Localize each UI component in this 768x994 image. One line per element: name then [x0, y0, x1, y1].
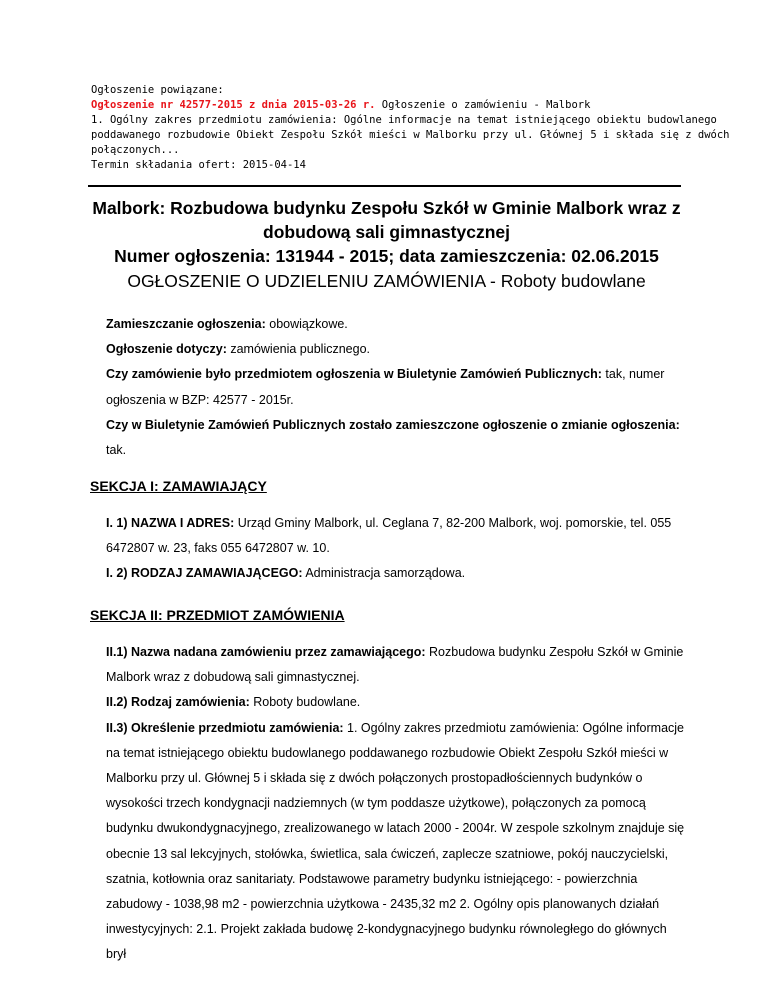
related-notice [91, 83, 730, 173]
field-label: I. 2) RODZAJ ZAMAWIAJĄCEGO: [106, 566, 303, 581]
notice-title-line: Malbork: Rozbudowa budynku Zespołu Szkół w Gminie Malbork wraz z [92, 198, 681, 218]
section-heading: SEKCJA I: ZAMAWIAJĄCY [90, 478, 267, 494]
notice-number: Numer ogłoszenia: 131944 - 2015; data zamieszczenia: 02.06.2015 [114, 246, 659, 266]
field-value: Roboty budowlane. [249, 695, 361, 710]
related-notice-link[interactable]: Ogłoszenie nr 42577-2015 z dnia 2015-03-26 r. [91, 99, 376, 111]
field-label: I. 1) NAZWA I ADRES: [106, 516, 235, 530]
field-bzp [106, 362, 686, 412]
section-heading: SEKCJA II: PRZEDMIOT ZAMÓWIENIA [90, 607, 345, 623]
notice-kind: OGŁOSZENIE O UDZIELENIU ZAMÓWIENIA - Roboty budowlane [127, 271, 646, 291]
related-deadline: Termin składania ofert: 2015-04-14 [91, 159, 306, 171]
horizontal-divider [88, 185, 681, 187]
field-value: tak, numer ogłoszenia w BZP: 42577 - 2015r. [106, 367, 665, 407]
field-order-name [106, 640, 686, 690]
related-summary-line: poddawanego rozbudowie Obiekt Zespołu Szkół mieści w Malborku przy ul. Głównej 5 i składa się z dwóch [91, 129, 730, 141]
field-order-subject [106, 716, 686, 968]
field-publication [106, 312, 686, 337]
related-summary-line: 1. Ogólny zakres przedmiotu zamówienia: Ogólne informacje na temat istniejącego obiektu budowlanego [91, 114, 717, 126]
field-value: obowiązkowe. [265, 317, 348, 331]
field-contracting-type [106, 561, 686, 586]
field-value: Rozbudowa budynku Zespołu Szkół w Gminie Malbork wraz z dobudową sali gimnastycznej. [106, 645, 684, 685]
field-value: Administracja samorządowa. [302, 566, 466, 581]
related-link-line [91, 98, 691, 113]
field-value: tak. [106, 443, 127, 458]
field-name-address [106, 511, 686, 561]
notice-header [90, 196, 683, 293]
field-label: Ogłoszenie dotyczy: [106, 342, 227, 357]
field-label: II.2) Rodzaj zamówienia: [106, 695, 250, 710]
field-order-type [106, 690, 686, 715]
field-value: zamówienia publicznego. [226, 342, 370, 357]
related-link-suffix: Ogłoszenie o zamówieniu - Malbork [375, 99, 591, 111]
related-summary-line: połączonych... [91, 144, 180, 156]
field-label: II.3) Określenie przedmiotu zamówienia: [106, 720, 344, 735]
section-2-body [106, 640, 686, 968]
field-label: Czy zamówienie było przedmiotem ogłoszenia w Biuletynie Zamówień Publicznych: [106, 367, 602, 382]
field-label: II.1) Nazwa nadana zamówieniu przez zamawiającego: [106, 645, 426, 659]
notice-title-line: dobudową sali gimnastycznej [263, 222, 510, 242]
field-value: Urząd Gminy Malbork, ul. Ceglana 7, 82-200 Malbork, woj. pomorskie, tel. 055 6472807 w. 23, faks 055 6472807 w. 10. [106, 516, 672, 556]
intro-fields [106, 312, 686, 463]
field-concerns [106, 337, 686, 362]
related-label: Ogłoszenie powiązane: [91, 84, 224, 96]
field-label: Zamieszczanie ogłoszenia: [106, 317, 266, 331]
section-1-body [106, 511, 686, 587]
field-value: 1. Ogólny zakres przedmiotu zamówienia: Ogólne informacje na temat istniejącego obiektu budowlanego poddawanego rozbudowie Obiekt Zespołu Szkół mieści w Malborku przy ul. Głównej 5 i składa się z dwóch połączonych prostopadłościennych budynków o wysokości trzech kondygnacji nadziemnych (w tym poddasze użytkowe), połączonych za pomocą budynku dwukondygnacyjnego, zrealizowanego w latach 2000 - 2004r. W zespole szkolnym znajduje się obecnie 13 sal lekcyjnych, stołówka, świetlica, sala ćwiczeń, zaplecze szatniowe, pokój nauczycielski, szatnia, kotłownia oraz sanitariaty. Podstawowe parametry budynku istniejącego: - powierzchnia zabudowy - 1038,98 m2 - powierzchnia użytkowa - 2435,32 m2 2. Ogólny opis planowanych działań inwestycyjnych: 2.1. Projekt zakłada budowę 2-kondygnacyjnego budynku równoległego do głównych brył [106, 720, 685, 962]
field-change [106, 413, 686, 463]
field-label: Czy w Biuletynie Zamówień Publicznych zostało zamieszczone ogłoszenie o zmianie ogłoszenia: [106, 417, 680, 432]
